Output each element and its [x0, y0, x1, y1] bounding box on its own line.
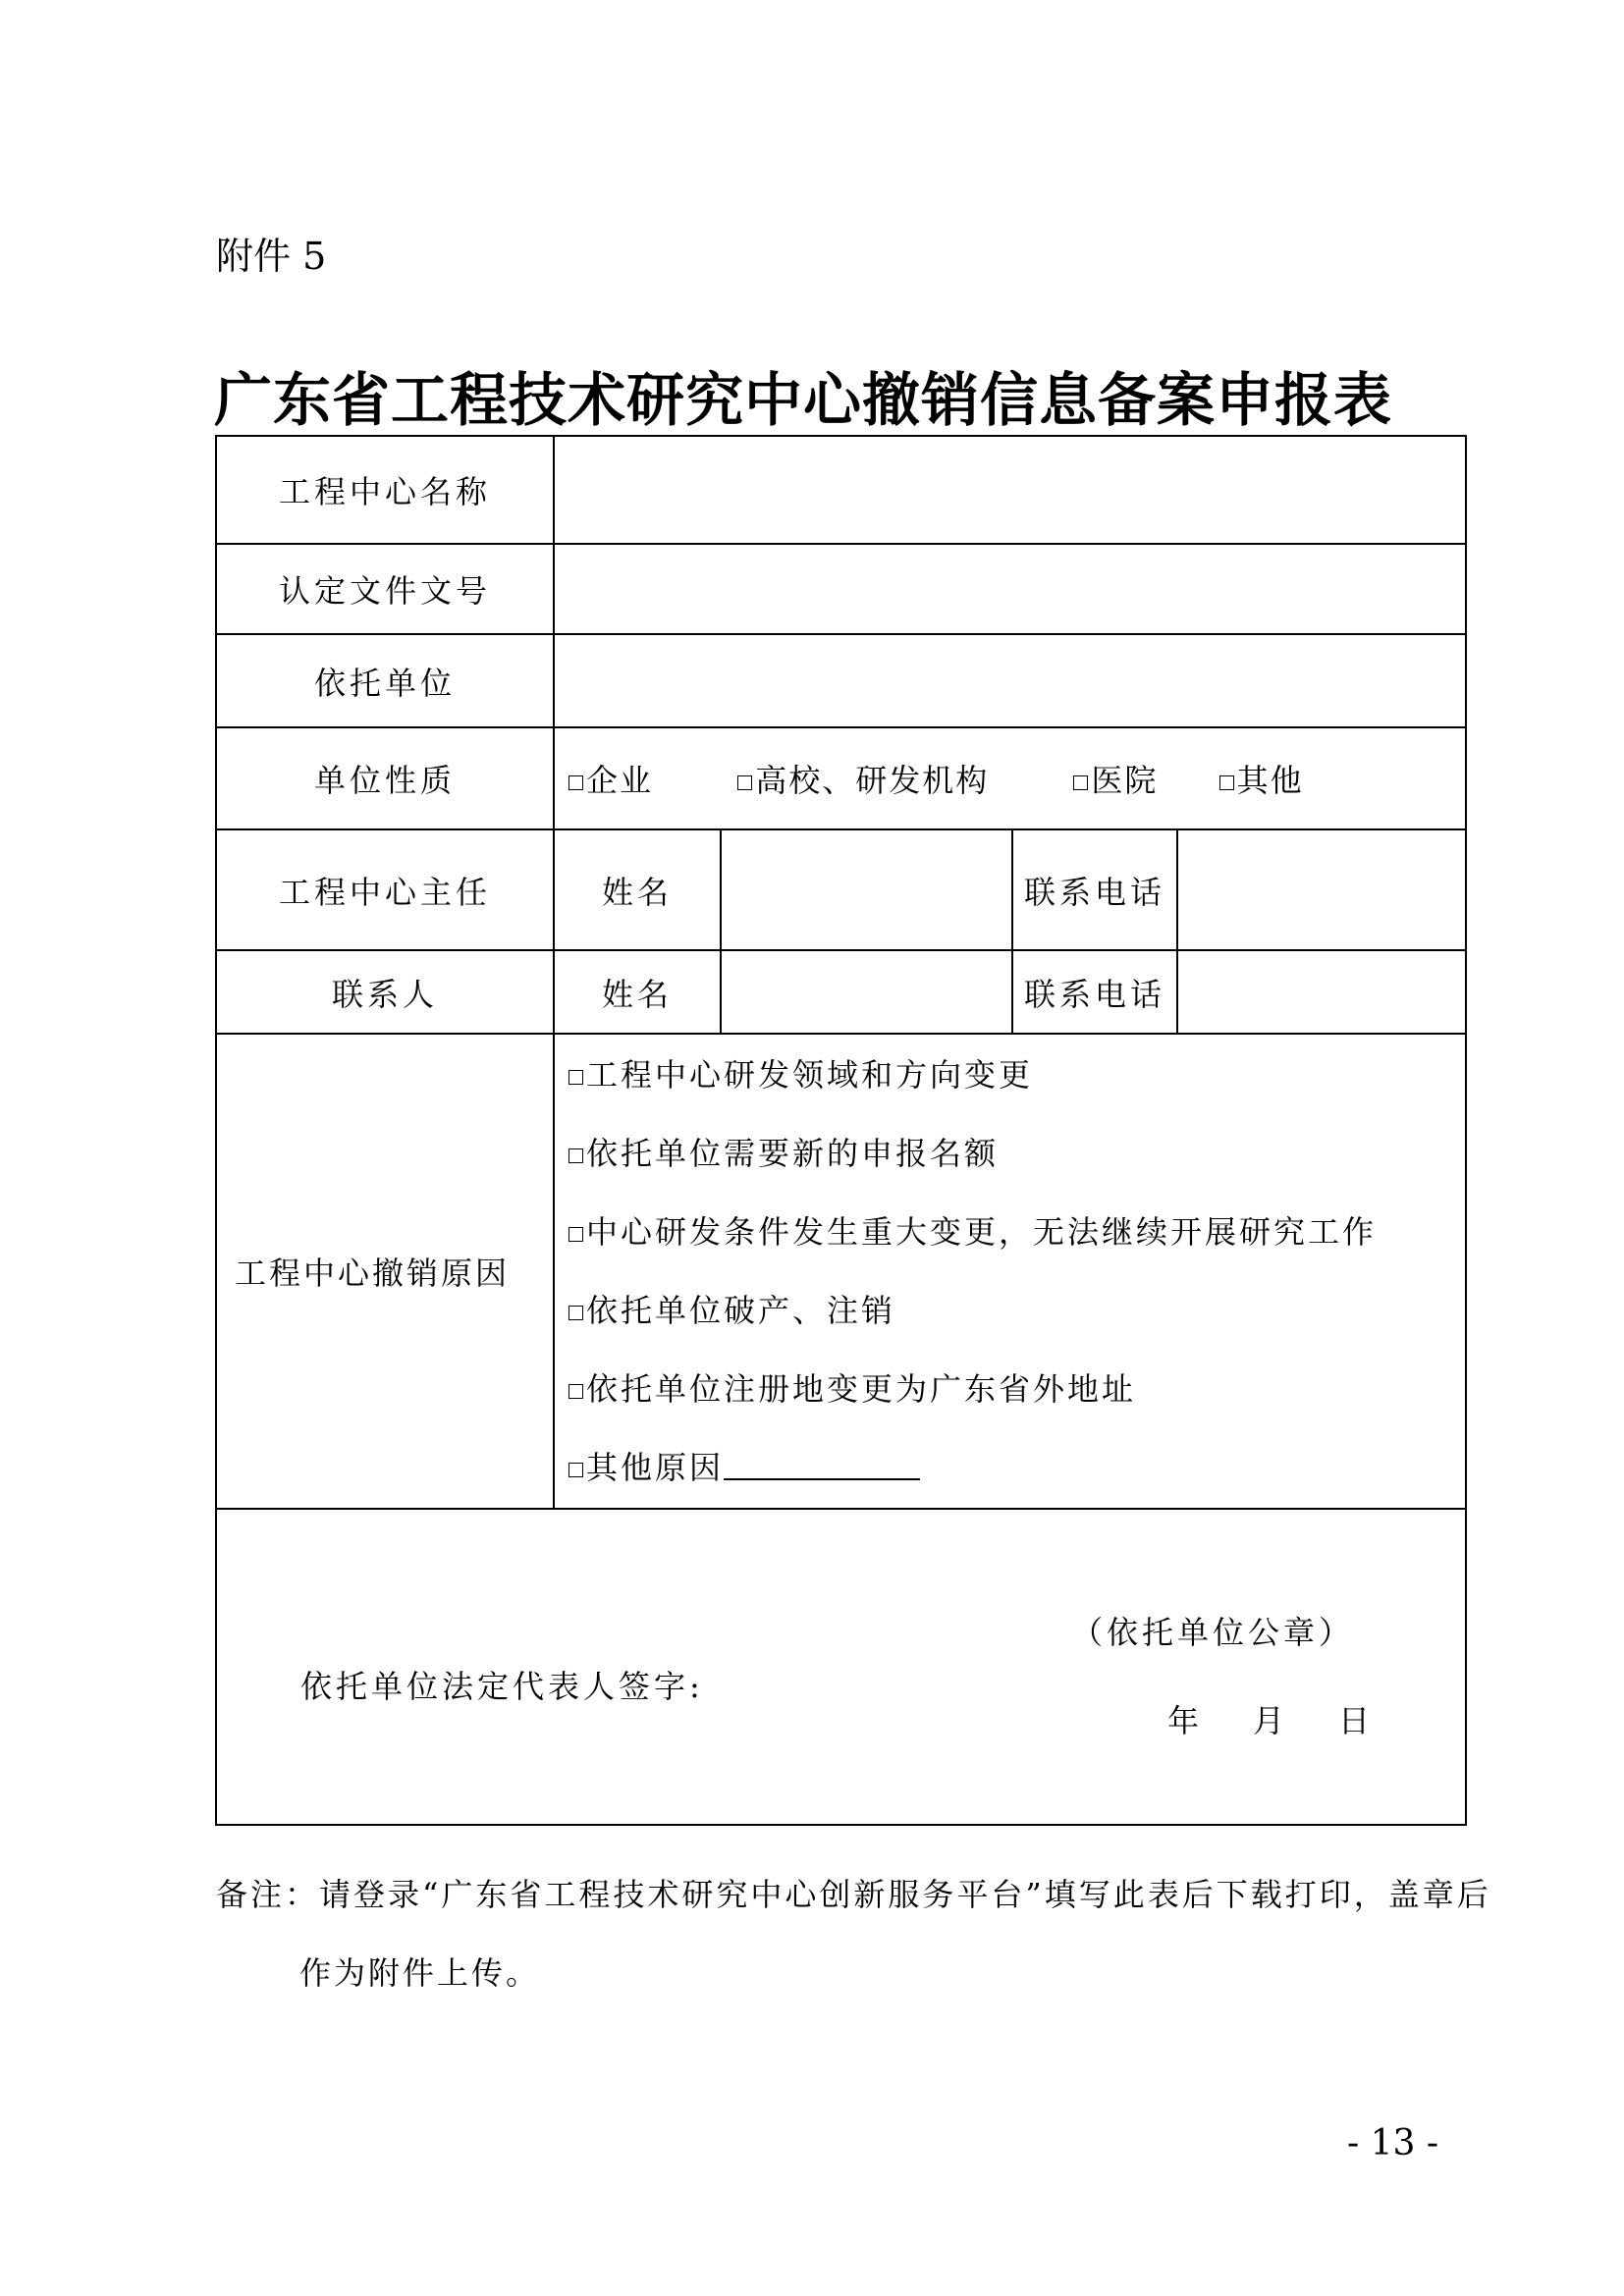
reason-text: 工程中心研发领域和方向变更 — [586, 1056, 1034, 1094]
checkbox-icon[interactable] — [568, 1070, 583, 1085]
checkbox-icon[interactable] — [1219, 775, 1234, 790]
reason-option-new-quota[interactable] — [568, 1114, 1465, 1193]
checkbox-icon[interactable] — [568, 1227, 583, 1242]
option-label: 企业 — [586, 762, 654, 799]
reason-label: 工程中心撤销原因 — [216, 1034, 554, 1509]
note-line-2: 作为附件上传。 — [299, 1954, 541, 1992]
reason-option-bankruptcy[interactable] — [568, 1271, 1465, 1350]
host-unit-field[interactable] — [554, 634, 1466, 727]
filing-form-table — [215, 435, 1467, 1826]
reason-text: 中心研发条件发生重大变更，无法继续开展研究工作 — [586, 1213, 1378, 1251]
unit-type-option-hospital[interactable] — [1073, 756, 1158, 801]
director-label: 工程中心主任 — [216, 829, 554, 950]
reason-text: 其他原因 — [586, 1449, 725, 1486]
checkbox-icon[interactable] — [737, 775, 752, 790]
contact-label: 联系人 — [216, 950, 554, 1034]
other-reason-blank[interactable] — [724, 1451, 920, 1480]
center-name-label: 工程中心名称 — [216, 436, 554, 544]
note-line-1: 备注：请登录“广东省工程技术研究中心创新服务平台”填写此表后下载打印，盖章后 — [216, 1876, 1491, 1913]
director-phone-field[interactable] — [1177, 829, 1466, 950]
option-label: 医院 — [1091, 762, 1159, 799]
checkbox-icon[interactable] — [568, 1148, 583, 1163]
unit-type-option-enterprise[interactable] — [568, 756, 653, 801]
unit-type-option-other[interactable] — [1219, 756, 1304, 801]
reason-text: 依托单位破产、注销 — [586, 1292, 896, 1329]
reason-options — [554, 1034, 1466, 1509]
form-title: 广东省工程技术研究中心撤销信息备案申报表 — [214, 366, 1393, 434]
page-number: - 13 - — [1347, 2123, 1439, 2163]
center-name-field[interactable] — [554, 436, 1466, 544]
option-label: 其他 — [1236, 762, 1304, 799]
seal-label: （依托单位公章） — [1071, 1614, 1355, 1651]
day-label: 日 — [1338, 1702, 1371, 1739]
contact-name-label: 姓名 — [554, 950, 721, 1034]
host-unit-label: 依托单位 — [216, 634, 554, 727]
checkbox-icon[interactable] — [568, 1306, 583, 1320]
director-name-label: 姓名 — [554, 829, 721, 950]
reason-option-field-change[interactable] — [568, 1036, 1465, 1114]
unit-type-options — [554, 727, 1466, 829]
director-phone-label: 联系电话 — [1012, 829, 1177, 950]
option-label: 高校、研发机构 — [755, 762, 990, 799]
legal-rep-signature-label: 依托单位法定代表人签字: — [300, 1668, 704, 1705]
doc-number-label: 认定文件文号 — [216, 544, 554, 634]
reason-option-relocation[interactable] — [568, 1350, 1465, 1428]
doc-number-field[interactable] — [554, 544, 1466, 634]
checkbox-icon[interactable] — [568, 1463, 583, 1477]
checkbox-icon[interactable] — [1073, 775, 1088, 790]
contact-phone-field[interactable] — [1177, 950, 1466, 1034]
reason-option-conditions-change[interactable] — [568, 1193, 1465, 1271]
contact-phone-label: 联系电话 — [1012, 950, 1177, 1034]
reason-option-other[interactable] — [568, 1428, 1465, 1507]
date-line — [1167, 1696, 1370, 1741]
checkbox-icon[interactable] — [568, 1384, 583, 1399]
reason-text: 依托单位注册地变更为广东省外地址 — [586, 1370, 1137, 1408]
signature-cell — [216, 1509, 1466, 1825]
contact-name-field[interactable] — [721, 950, 1012, 1034]
attachment-label: 附件 5 — [216, 235, 327, 278]
checkbox-icon[interactable] — [568, 775, 583, 790]
unit-type-option-university[interactable] — [737, 756, 989, 801]
year-label: 年 — [1167, 1702, 1200, 1739]
month-label: 月 — [1253, 1702, 1285, 1739]
reason-text: 依托单位需要新的申报名额 — [586, 1135, 1000, 1172]
unit-type-label: 单位性质 — [216, 727, 554, 829]
director-name-field[interactable] — [721, 829, 1012, 950]
